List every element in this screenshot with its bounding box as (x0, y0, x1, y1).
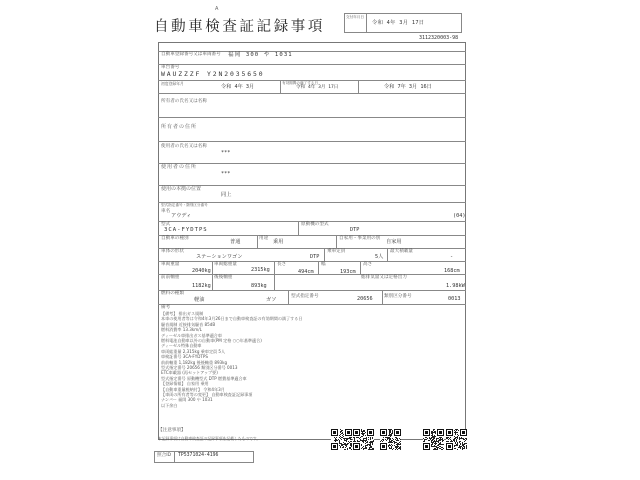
remarks-line: 騒音規制 近接排気騒音 85dB (161, 321, 216, 327)
remarks-label: 備考 (161, 305, 171, 310)
issue-date: 令和 4年 3月 17日 (372, 20, 425, 26)
gross: 2315kg (251, 267, 270, 273)
remarks-line: 【自動車重量税納付】 令和4年3月 (161, 386, 225, 392)
max-load: - (450, 254, 454, 260)
private: 自家用 (386, 239, 402, 245)
reg-number-label: 自動車登録番号又は車両番号 (161, 52, 221, 57)
document-title: 自動車検査証記録事項 (154, 19, 325, 35)
length-label: 長さ (277, 262, 287, 267)
reg-number: 福岡 300 や 1031 (228, 52, 293, 58)
gross-label: 車両総重量 (214, 262, 237, 267)
user-addr: *** (221, 171, 231, 177)
vin-label: 車台番号 (161, 65, 180, 70)
remarks-line: 型式指定番号 原動機型式 DTP 燃費基準適合車 (161, 375, 247, 381)
engine-repeat: DTP (310, 254, 320, 260)
remarks-line: ETC車載器 (再セットアップ要) (161, 370, 218, 376)
kw-label: 型式指定番号 (291, 294, 319, 299)
document-sheet (150, 4, 472, 474)
body: ステーションワゴン (196, 254, 243, 260)
remarks-line: 本車の使用者等は令和4年3月26日まで自動車検査証の有効期間の満了する日 (161, 316, 303, 322)
rear-axle: 893kg (251, 283, 267, 289)
caution-label: 【注意事項】 (158, 428, 186, 433)
remarks-line: 【登録情報】 自家用 乗用 (161, 381, 209, 387)
expiry-sub: 令和 4年 3月 17日 (296, 85, 339, 90)
model-code-label: 型式指定番号・類別区分番号 (161, 203, 208, 207)
engine: DTP (350, 227, 360, 233)
remarks-line: ディーゼル車排出ガス基準適合車 (161, 332, 222, 338)
private-label: 自家用・事業用の別 (339, 236, 381, 241)
width: 193cm (340, 269, 356, 275)
remarks-line: 以下余白 (161, 402, 178, 408)
rear-axle-label: 後後軸重 (214, 275, 233, 280)
remarks-line: 【車両の所有者等の変更】 自動車検査証記録事項 (161, 392, 253, 397)
id-value: TP5371024-4196 (178, 453, 219, 458)
owner-name-label: 所有者の氏名又は名称 (161, 99, 207, 104)
id-label: 照合ID (157, 453, 172, 458)
remarks-line: 【備考】 排出ガス規制 (161, 311, 204, 316)
base: 同上 (221, 192, 232, 198)
use-label: 用途 (259, 236, 269, 241)
height: 168cm (444, 268, 460, 274)
caution-text: 本記録事項は自動車検査証の記録事項を記載したものです。 (158, 436, 261, 441)
weight: 2040kg (192, 268, 211, 274)
fixed: 5人 (375, 254, 384, 260)
weight-label: 車両重量 (161, 262, 180, 267)
user-name-label: 使用者の氏名又は名称 (161, 144, 207, 149)
use: 乗用 (273, 239, 284, 245)
remarks-line: 型式指定番号 20656 類別区分番号 0013 (161, 365, 238, 370)
length: 494cm (298, 269, 314, 275)
user-addr-label: 使用者の住所 (161, 164, 198, 170)
displacement: 1.98kW (446, 283, 465, 289)
engine-label: 原動機の型式 (301, 222, 329, 227)
remarks-line: 車両総重量 2,315kg 乗車定員 5人 (161, 348, 226, 354)
maker: アウディ (171, 213, 192, 219)
model: 3CA-FYDTPS (164, 227, 208, 233)
displacement-label: 総排気量又は定格出力 (361, 275, 407, 280)
vin: WAUZZZF Y2N2035650 (161, 70, 265, 78)
kw: 20656 (357, 296, 373, 302)
axle-label: 前前軸重 (161, 275, 180, 280)
qr-code-3 (380, 429, 401, 450)
base-label: 使用の本拠の位置 (161, 186, 202, 192)
qr-code-2 (353, 429, 374, 450)
fuel-sub: ガソ (266, 297, 277, 303)
maker-code: (04) (453, 213, 466, 219)
first-reg: 令和 4年 3月 (221, 84, 255, 90)
expiry-label: 有効期間の満了する日 (282, 81, 318, 85)
maker-label: 車名 (161, 209, 171, 214)
remarks-line: 燃料電池自動車以外の自動車(PM 定格 ○○年基準適合) (161, 338, 262, 343)
model-label: 型式 (161, 222, 171, 227)
height-label: 高さ (363, 262, 373, 267)
fuel-label: 燃料の種類 (161, 291, 184, 296)
issue-date-label: 交付年月日 (346, 15, 364, 19)
remarks-line: 車検証番号 3CA-FYDTPS (161, 354, 208, 360)
fixed-label: 乗車定員 (327, 249, 346, 254)
axle: 1182kg (192, 283, 211, 289)
remarks-line: 燃料消費率 13.3km/L (161, 327, 202, 333)
doc-number: 3112320003-98 (419, 35, 459, 41)
corner-mark: A (215, 6, 219, 12)
remarks-line: 前前軸重 1,182kg 後後軸重 893kg (161, 359, 228, 365)
first-reg-label: 初度登録年月 (161, 81, 184, 86)
body-label: 車体の形状 (161, 249, 184, 254)
owner-addr-label: 所有者の住所 (161, 124, 198, 130)
qr-code-4 (423, 429, 444, 450)
width-label: 幅 (321, 262, 326, 267)
type-label: 自動車の種別 (161, 236, 189, 241)
class-label: 類別区分番号 (384, 294, 412, 299)
remarks-line: ディーゼル特殊自動車 (161, 343, 202, 349)
fuel: 軽油 (194, 297, 205, 303)
user-name: *** (221, 150, 231, 156)
qr-code-1 (331, 429, 352, 450)
class: 0013 (448, 296, 461, 302)
expiry: 令和 7年 3月 16日 (384, 84, 432, 90)
type: 普通 (230, 239, 241, 245)
remarks-line: ナンバー 福岡 300 や 1031 (161, 397, 213, 403)
qr-code-5 (446, 429, 467, 450)
max-load-label: 最大積載量 (390, 249, 413, 254)
